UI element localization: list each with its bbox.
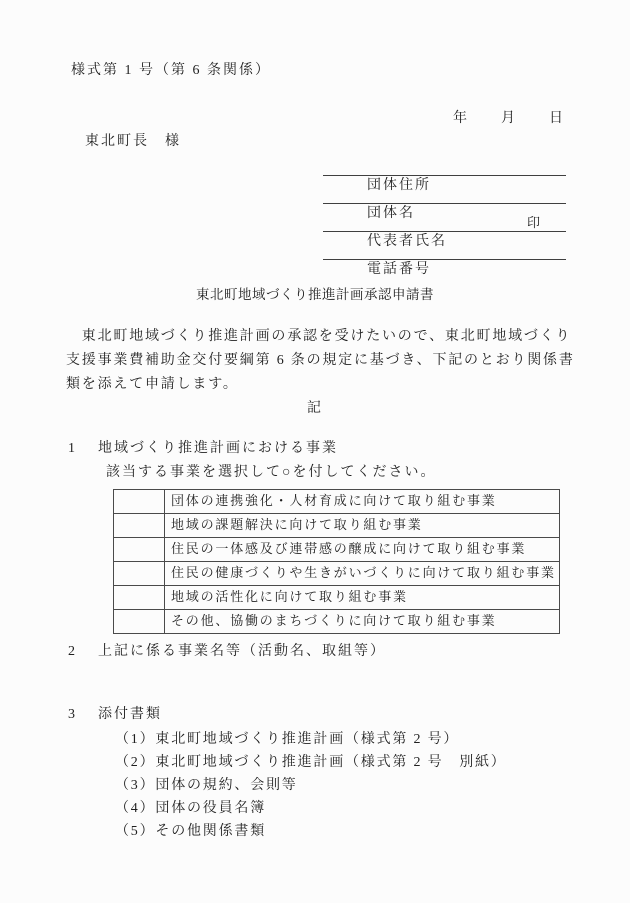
paragraph-line: 支援事業費補助金交付要綱第 6 条の規定に基づき、下記のとおり関係書	[66, 353, 575, 368]
applicant-fields	[323, 153, 566, 277]
section1-number: 1	[68, 441, 77, 456]
section2-heading: 上記に係る事業名等（活動名、取組等）	[98, 644, 386, 659]
section3-number: 3	[68, 707, 77, 722]
table-row	[114, 562, 559, 586]
business-label-cell: 住民の一体感及び連帯感の醸成に向けて取り組む事業	[171, 541, 527, 556]
business-label-cell: 住民の健康づくりや生きがいづくりに向けて取り組む事業	[171, 565, 556, 580]
date-line: 年 月 日	[453, 111, 565, 126]
body-paragraph	[66, 325, 575, 397]
paragraph-line: 類を添えて申請します。	[66, 377, 239, 392]
selection-mark-cell	[114, 586, 165, 609]
field-label: 団体住所	[367, 178, 431, 193]
business-label-cell: 地域の活性化に向けて取り組む事業	[171, 589, 408, 604]
table-row	[114, 490, 559, 514]
table-row	[114, 586, 559, 610]
attachment-list	[115, 728, 507, 843]
business-selection-table	[113, 489, 560, 634]
addressee: 東北町長 様	[85, 134, 181, 149]
business-label-cell: 地域の課題解決に向けて取り組む事業	[171, 517, 423, 532]
paragraph-line: 東北町地域づくり推進計画の承認を受けたいので、東北町地域づくり	[66, 329, 572, 344]
field-label: 団体名	[367, 206, 415, 221]
attachment-item: （3）団体の規約、会則等	[115, 778, 298, 793]
attachment-item: （2）東北町地域づくり推進計画（様式第 2 号 別紙）	[115, 755, 507, 770]
field-label: 代表者氏名	[367, 234, 447, 249]
section1-heading: 地域づくり推進計画における事業	[98, 441, 338, 456]
selection-mark-cell	[114, 490, 165, 513]
section2-number: 2	[68, 644, 77, 659]
table-row	[114, 538, 559, 562]
selection-mark-cell	[114, 514, 165, 537]
field-row	[323, 209, 566, 249]
attachment-item: （1）東北町地域づくり推進計画（様式第 2 号）	[115, 732, 460, 747]
selection-mark-cell	[114, 562, 165, 585]
form-number: 様式第 1 号（第 6 条関係）	[71, 63, 271, 78]
field-row	[323, 181, 566, 221]
attachment-item: （4）団体の役員名簿	[115, 801, 266, 816]
business-label-cell: 団体の連携強化・人材育成に向けて取り組む事業	[171, 493, 497, 508]
section3-heading: 添付書類	[98, 707, 162, 722]
selection-mark-cell	[114, 610, 165, 633]
document-title: 東北町地域づくり推進計画承認申請書	[196, 287, 434, 302]
field-row	[323, 153, 566, 193]
business-label-cell: その他、協働のまちづくりに向けて取り組む事業	[171, 613, 497, 628]
field-label: 電話番号	[367, 262, 431, 277]
field-row	[323, 237, 566, 277]
section1-instruction: 該当する事業を選択して○を付してください。	[106, 465, 437, 480]
selection-mark-cell	[114, 538, 165, 561]
record-marker: 記	[307, 401, 323, 416]
seal-label: 印	[526, 215, 540, 230]
table-row	[114, 610, 559, 633]
table-row	[114, 514, 559, 538]
attachment-item: （5）その他関係書類	[115, 824, 266, 839]
